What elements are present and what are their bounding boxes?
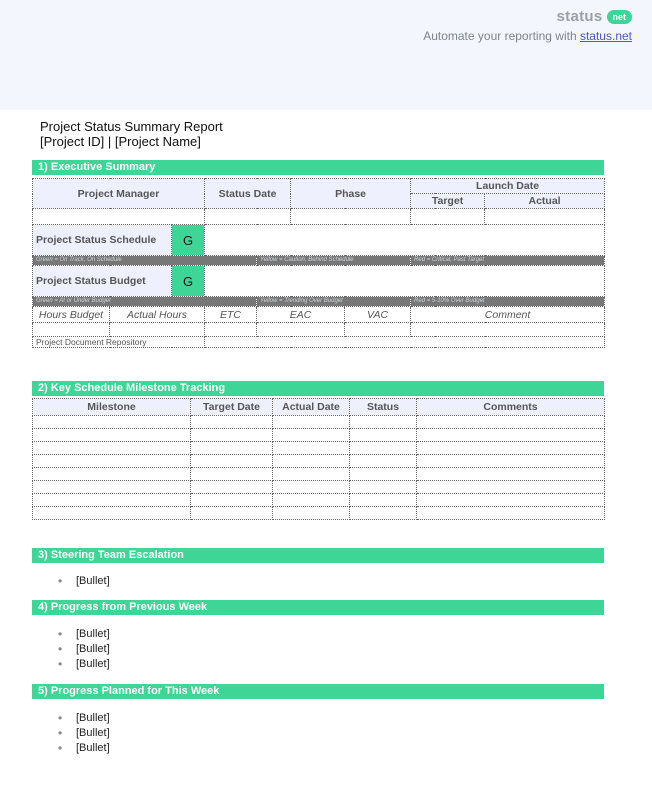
actual-hours-cell[interactable] <box>110 323 205 337</box>
list-item[interactable]: • [Bullet] <box>58 574 110 589</box>
table-row <box>33 455 605 468</box>
schedule-status-label: Project Status Schedule <box>33 225 172 256</box>
comments-header: Comments <box>417 399 605 416</box>
section-3-list <box>58 574 110 589</box>
budget-legend-red: Red = 5-10% Over Budget <box>411 297 605 307</box>
budget-status-notes[interactable] <box>205 266 605 297</box>
launch-date-header: Launch Date <box>411 179 605 194</box>
table-cell[interactable] <box>273 507 350 520</box>
table-cell[interactable] <box>350 494 417 507</box>
table-row <box>33 416 605 429</box>
table-cell[interactable] <box>33 507 191 520</box>
logo-badge: net <box>607 10 633 24</box>
status-header: Status <box>350 399 417 416</box>
table-cell[interactable] <box>417 481 605 494</box>
table-cell[interactable] <box>273 481 350 494</box>
table-cell[interactable] <box>33 429 191 442</box>
launch-actual-value-cell[interactable] <box>485 209 605 225</box>
table-cell[interactable] <box>191 494 273 507</box>
list-item[interactable]: • [Bullet] <box>58 741 110 756</box>
budget-legend-green: Green = At or Under Budget <box>33 297 257 307</box>
table-cell[interactable] <box>273 416 350 429</box>
table-cell[interactable] <box>33 481 191 494</box>
list-item[interactable]: • [Bullet] <box>58 642 110 657</box>
table-row <box>33 442 605 455</box>
table-cell[interactable] <box>350 468 417 481</box>
table-cell[interactable] <box>417 416 605 429</box>
vac-cell[interactable] <box>345 323 411 337</box>
status-date-header: Status Date <box>205 179 291 209</box>
list-item[interactable]: • [Bullet] <box>58 711 110 726</box>
budget-legend-yellow: Yellow = Trending Over Budget <box>257 297 411 307</box>
hours-budget-cell[interactable] <box>33 323 110 337</box>
phase-value-cell[interactable] <box>291 209 411 225</box>
table-cell[interactable] <box>350 442 417 455</box>
table-cell[interactable] <box>273 468 350 481</box>
eac-header: EAC <box>257 307 345 323</box>
vac-header: VAC <box>345 307 411 323</box>
table-cell[interactable] <box>33 416 191 429</box>
schedule-legend-yellow: Yellow = Caution, Behind Schedule <box>257 256 411 266</box>
table-cell[interactable] <box>191 507 273 520</box>
table-cell[interactable] <box>417 455 605 468</box>
table-cell[interactable] <box>350 416 417 429</box>
milestone-table <box>32 398 605 520</box>
milestone-header: Milestone <box>33 399 191 416</box>
tagline-text: Automate your reporting with <box>423 29 577 43</box>
table-row <box>33 468 605 481</box>
actual-hours-header: Actual Hours <box>110 307 205 323</box>
table-cell[interactable] <box>191 468 273 481</box>
report-title: Project Status Summary Report <box>40 119 223 134</box>
logo-text: status <box>556 8 603 25</box>
table-cell[interactable] <box>350 507 417 520</box>
actual-date-header: Actual Date <box>273 399 350 416</box>
table-cell[interactable] <box>191 481 273 494</box>
launch-target-value-cell[interactable] <box>411 209 485 225</box>
pm-header: Project Manager <box>33 179 205 209</box>
table-cell[interactable] <box>33 494 191 507</box>
table-cell[interactable] <box>350 429 417 442</box>
section-4-list <box>58 627 110 672</box>
table-cell[interactable] <box>273 429 350 442</box>
budget-status-label: Project Status Budget <box>33 266 172 297</box>
eac-cell[interactable] <box>257 323 345 337</box>
status-date-value-cell[interactable] <box>205 209 291 225</box>
tagline <box>423 29 632 43</box>
launch-target-header: Target <box>411 194 485 209</box>
comment-header: Comment <box>411 307 605 323</box>
table-cell[interactable] <box>417 468 605 481</box>
status-net-logo[interactable] <box>557 8 632 25</box>
table-cell[interactable] <box>273 442 350 455</box>
table-cell[interactable] <box>191 429 273 442</box>
list-item[interactable]: • [Bullet] <box>58 657 110 672</box>
table-cell[interactable] <box>273 494 350 507</box>
section-4-header: 4) Progress from Previous Week <box>32 600 604 615</box>
table-cell[interactable] <box>350 455 417 468</box>
table-row <box>33 481 605 494</box>
schedule-legend-green: Green = On Track, On Schedule <box>33 256 257 266</box>
section-1-header: 1) Executive Summary <box>32 160 604 175</box>
schedule-legend-red: Red = Critical, Past Target <box>411 256 605 266</box>
tagline-link[interactable]: status.net <box>579 29 632 43</box>
phase-header: Phase <box>291 179 411 209</box>
table-cell[interactable] <box>33 442 191 455</box>
executive-summary-table <box>32 178 605 348</box>
schedule-status-notes[interactable] <box>205 225 605 256</box>
list-item[interactable]: • [Bullet] <box>58 627 110 642</box>
etc-cell[interactable] <box>205 323 257 337</box>
repository-label: Project Document Repository <box>33 337 205 348</box>
table-cell[interactable] <box>417 429 605 442</box>
section-2-header: 2) Key Schedule Milestone Tracking <box>32 381 604 396</box>
repository-link-cell[interactable] <box>205 337 605 348</box>
header-band <box>0 0 652 110</box>
table-cell[interactable] <box>417 494 605 507</box>
launch-actual-header: Actual <box>485 194 605 209</box>
table-cell[interactable] <box>350 481 417 494</box>
hours-budget-header: Hours Budget <box>33 307 110 323</box>
report-subtitle: [Project ID] | [Project Name] <box>40 134 201 149</box>
table-row <box>33 494 605 507</box>
section-5-list <box>58 711 110 756</box>
schedule-status-indicator[interactable]: G <box>172 225 205 256</box>
pm-value-cell[interactable] <box>33 209 205 225</box>
section-3-header: 3) Steering Team Escalation <box>32 548 604 563</box>
section-5-header: 5) Progress Planned for This Week <box>32 684 604 699</box>
table-row <box>33 507 605 520</box>
table-cell[interactable] <box>417 442 605 455</box>
table-cell[interactable] <box>191 455 273 468</box>
comment-cell[interactable] <box>411 323 605 337</box>
etc-header: ETC <box>205 307 257 323</box>
table-cell[interactable] <box>417 507 605 520</box>
table-cell[interactable] <box>273 455 350 468</box>
table-row <box>33 429 605 442</box>
budget-status-indicator[interactable]: G <box>172 266 205 297</box>
target-date-header: Target Date <box>191 399 273 416</box>
table-cell[interactable] <box>191 416 273 429</box>
table-cell[interactable] <box>191 442 273 455</box>
table-cell[interactable] <box>33 455 191 468</box>
list-item[interactable]: • [Bullet] <box>58 726 110 741</box>
table-cell[interactable] <box>33 468 191 481</box>
